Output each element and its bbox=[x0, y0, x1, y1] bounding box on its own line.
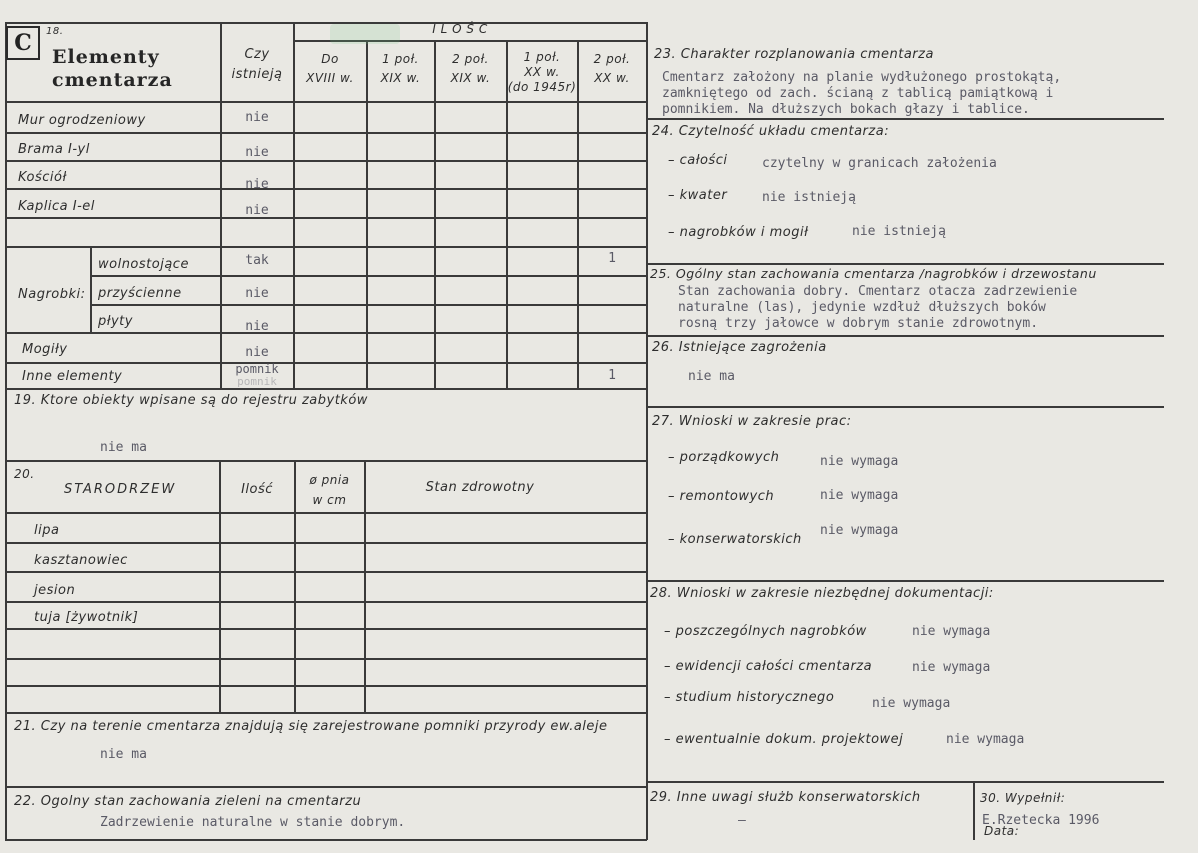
q25-label: 25. Ogólny stan zachowania cmentarza /nagrobków i drzewostanu bbox=[650, 266, 1097, 281]
section-number: 18. bbox=[46, 26, 64, 37]
grid-line bbox=[647, 781, 1164, 783]
section-letter-box: C bbox=[6, 26, 40, 60]
grid-line bbox=[5, 362, 647, 364]
col-header-period bbox=[435, 50, 506, 88]
grid-line bbox=[5, 712, 647, 714]
col-header-period-line: 2 poł. bbox=[452, 52, 489, 66]
q28-row-label: – poszczególnych nagrobków bbox=[664, 624, 867, 639]
exists-value-faded: pomnik bbox=[237, 375, 277, 388]
q27-row-answer: nie wymaga bbox=[820, 454, 899, 469]
grid-line bbox=[647, 263, 1164, 265]
col-header-period bbox=[578, 50, 646, 88]
q28-row-label: – ewidencji całości cmentarza bbox=[664, 659, 873, 674]
col-header-diameter-line: w cm bbox=[312, 493, 347, 507]
grid-line bbox=[219, 460, 221, 713]
q28-row-label: – ewentualnie dokum. projektowej bbox=[664, 732, 904, 747]
q24-row-label: – całości bbox=[668, 153, 728, 168]
row-label-przyscienne: przyścienne bbox=[98, 286, 182, 301]
q24-row-answer: nie istnieją bbox=[762, 190, 856, 205]
exists-value: nie bbox=[245, 286, 269, 301]
q30-date-label: Data: bbox=[984, 824, 1020, 838]
q22-answer: Zadrzewienie naturalne w stanie dobrym. bbox=[100, 815, 406, 830]
col-header-period-line: (do 1945r) bbox=[507, 80, 577, 94]
q22-label: 22. Ogolny stan zachowania zieleni na cmentarzu bbox=[14, 794, 362, 809]
exists-value: nie bbox=[245, 177, 269, 192]
q30-label: 30. Wypełnił: bbox=[980, 791, 1066, 805]
col-header-period-line: 2 poł. bbox=[593, 52, 631, 66]
grid-line bbox=[366, 40, 368, 388]
col-header-period-line: XIX w. bbox=[450, 71, 491, 85]
q25-answer-line: naturalne (las), jedynie wzdłuż dłuższych boków bbox=[678, 300, 1046, 315]
grid-line bbox=[5, 512, 647, 514]
q20-title: STARODRZEW bbox=[64, 482, 177, 497]
q24-row-label: – nagrobków i mogił bbox=[668, 225, 809, 240]
row-label-mogily: Mogiły bbox=[22, 342, 68, 357]
grid-line bbox=[5, 160, 647, 162]
count-value: 1 bbox=[608, 251, 616, 266]
row-label-inne: Inne elementy bbox=[22, 369, 123, 384]
q28-row-answer: nie wymaga bbox=[912, 660, 991, 675]
col-header-exists-line: istnieją bbox=[231, 67, 283, 82]
col-header-diameter bbox=[295, 470, 364, 510]
grid-line bbox=[5, 132, 647, 134]
q25-answer-line: Stan zachowania dobry. Cmentarz otacza zadrzewienie bbox=[678, 284, 1078, 299]
bottom-border bbox=[5, 839, 647, 841]
q23-answer-line: Cmentarz założony na planie wydłużonego prostokątą, bbox=[662, 70, 1062, 85]
exists-value: pomnik bbox=[235, 362, 279, 376]
tree-row-label: lipa bbox=[34, 523, 60, 538]
title-line-1: Elementy bbox=[52, 46, 160, 68]
col-header-period-line: XX w. bbox=[524, 65, 560, 79]
grid-line bbox=[5, 332, 647, 334]
row-label-mur: Mur ogrodzeniowy bbox=[18, 113, 146, 128]
grid-line bbox=[5, 101, 647, 103]
exists-value: nie bbox=[245, 345, 269, 360]
q24-row-answer: nie istnieją bbox=[852, 224, 946, 239]
exists-value: nie bbox=[245, 110, 269, 125]
top-border bbox=[5, 22, 647, 24]
grid-line bbox=[434, 40, 436, 388]
nagrobki-label: Nagrobki: bbox=[18, 287, 86, 302]
title-line-2: cmentarza bbox=[52, 69, 173, 91]
exists-value: nie bbox=[245, 203, 269, 218]
center-divider bbox=[646, 22, 648, 840]
col-header-period-line: XIX w. bbox=[380, 71, 421, 85]
exists-value: nie bbox=[245, 319, 269, 334]
q27-row-label: – porządkowych bbox=[668, 450, 780, 465]
exists-value: tak bbox=[245, 253, 269, 268]
q27-row-answer: nie wymaga bbox=[820, 488, 899, 503]
grid-line bbox=[5, 188, 647, 190]
q26-answer: nie ma bbox=[688, 369, 735, 384]
count-value: 1 bbox=[608, 368, 616, 383]
q23-label: 23. Charakter rozplanowania cmentarza bbox=[654, 47, 934, 62]
grid-line bbox=[5, 786, 647, 788]
col-header-period bbox=[294, 50, 366, 88]
col-header-diameter-line: ø pnia bbox=[309, 473, 350, 487]
q26-label: 26. Istniejące zagrożenia bbox=[652, 340, 827, 355]
q21-label: 21. Czy na terenie cmentarza znajdują się zarejestrowane pomniki przyrody ew.aleje bbox=[14, 719, 608, 734]
grid-line bbox=[5, 388, 647, 390]
col-header-period-line: 1 poł. bbox=[523, 50, 561, 64]
row-label-kaplica: Kaplica I-el bbox=[18, 199, 95, 214]
q24-row-answer: czytelny w granicach założenia bbox=[762, 156, 997, 171]
q23-answer bbox=[662, 70, 1061, 118]
q23-answer-line: zamkniętego od zach. ścianą z tablicą pamiątkową i bbox=[662, 86, 1054, 101]
grid-line bbox=[5, 685, 647, 687]
q28-label: 28. Wnioski w zakresie niezbędnej dokumentacji: bbox=[650, 586, 994, 601]
left-border bbox=[5, 22, 7, 840]
q19-label: 19. Ktore obiekty wpisane są do rejestru zabytków bbox=[14, 393, 368, 408]
row-label-kosciol: Kościół bbox=[18, 170, 67, 185]
col-header-exists bbox=[221, 45, 293, 85]
grid-line bbox=[5, 460, 647, 462]
tree-row-label: tuja [żywotnik] bbox=[34, 610, 139, 625]
col-header-exists-line: Czy bbox=[244, 47, 270, 62]
q27-row-label: – konserwatorskich bbox=[668, 532, 802, 547]
col-header-qty: Ilość bbox=[241, 482, 273, 497]
tree-row-label: kasztanowiec bbox=[34, 553, 128, 568]
q25-answer bbox=[678, 284, 1077, 332]
q28-row-answer: nie wymaga bbox=[912, 624, 991, 639]
q27-label: 27. Wnioski w zakresie prac: bbox=[652, 414, 852, 429]
col-header-health: Stan zdrowotny bbox=[425, 480, 535, 495]
q29-label: 29. Inne uwagi służb konserwatorskich bbox=[650, 790, 921, 805]
col-header-period-line: 1 poł. bbox=[382, 52, 419, 66]
q19-answer: nie ma bbox=[100, 440, 147, 455]
q23-answer-line: pomnikiem. Na dłuższych bokach głazy i tablice. bbox=[662, 102, 1030, 117]
q20-number: 20. bbox=[14, 467, 35, 481]
grid-line bbox=[5, 217, 647, 219]
col-header-period bbox=[507, 50, 577, 95]
row-label-plyty: płyty bbox=[98, 314, 133, 329]
q21-answer: nie ma bbox=[100, 747, 147, 762]
col-header-period bbox=[367, 50, 434, 88]
grid-line bbox=[647, 335, 1164, 337]
grid-line bbox=[577, 40, 579, 388]
grid-line bbox=[5, 601, 647, 603]
grid-line bbox=[90, 246, 92, 332]
grid-line bbox=[5, 246, 647, 248]
grid-line bbox=[5, 542, 647, 544]
q24-label: 24. Czytelność układu cmentarza: bbox=[652, 124, 890, 139]
grid-line bbox=[5, 571, 647, 573]
q27-row-answer: nie wymaga bbox=[820, 523, 899, 538]
grid-line bbox=[5, 658, 647, 660]
q25-answer-line: rosną trzy jałowce w dobrym stanie zdrowotnym. bbox=[678, 316, 1039, 331]
q30-answer: E.Rzetecka 1996 bbox=[982, 813, 1100, 828]
col-header-period-line: XX w. bbox=[594, 71, 630, 85]
row-label-wolnostojace: wolnostojące bbox=[98, 257, 189, 272]
grid-line bbox=[647, 580, 1164, 582]
col-header-period-line: XVIII w. bbox=[306, 71, 354, 85]
faded-stamp-mark bbox=[330, 24, 400, 44]
row-label-brama: Brama I-yl bbox=[18, 142, 90, 157]
grid-line bbox=[973, 781, 975, 840]
q28-row-answer: nie wymaga bbox=[946, 732, 1025, 747]
col-header-period-line: Do bbox=[321, 52, 339, 66]
q29-answer: – bbox=[738, 813, 746, 828]
grid-line bbox=[5, 628, 647, 630]
page-title bbox=[52, 46, 173, 92]
grid-line bbox=[90, 304, 647, 306]
exists-value: nie bbox=[245, 145, 269, 160]
grid-line bbox=[364, 460, 366, 713]
tree-row-label: jesion bbox=[34, 583, 76, 598]
q24-row-label: – kwater bbox=[668, 188, 728, 203]
q27-row-label: – remontowych bbox=[668, 489, 775, 504]
grid-line bbox=[647, 118, 1164, 120]
grid-line bbox=[90, 275, 647, 277]
col-header-ilosc: I L O Ś C bbox=[432, 22, 488, 36]
q28-row-label: – studium historycznego bbox=[664, 690, 835, 705]
q28-row-answer: nie wymaga bbox=[872, 696, 951, 711]
grid-line bbox=[647, 406, 1164, 408]
